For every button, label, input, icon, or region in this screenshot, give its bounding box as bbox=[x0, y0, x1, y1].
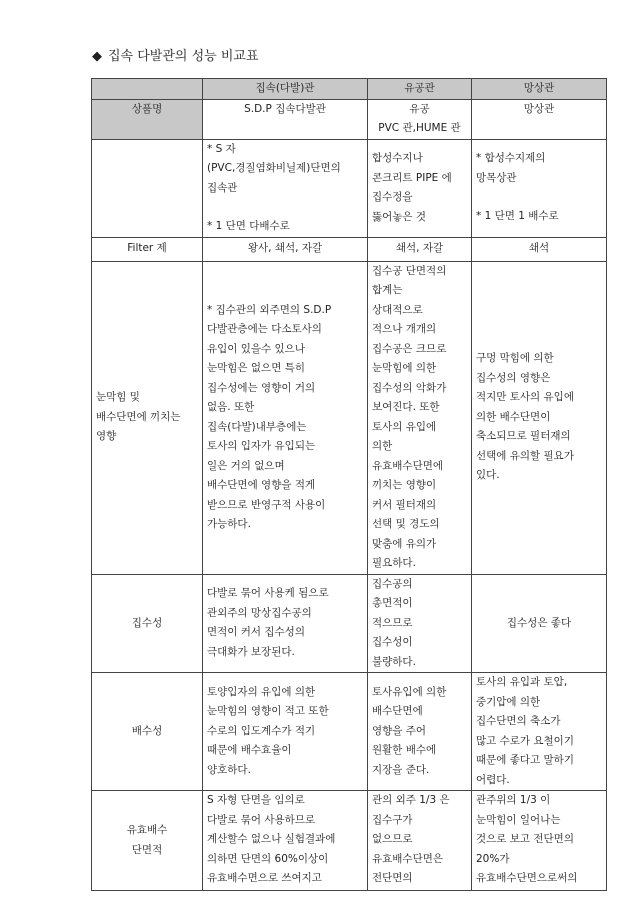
cell-text-line: 배수단면에 영향을 적게 bbox=[207, 479, 316, 491]
row-label: 상품명 bbox=[92, 99, 203, 139]
cell-text-line: 망목상관 bbox=[476, 171, 517, 184]
row-label: 집수성 bbox=[92, 574, 203, 673]
cell-text-line: 관주위의 1/3 이 bbox=[476, 794, 551, 806]
table-row-filter bbox=[92, 237, 607, 261]
cell-text-line: 집속(다발)내부층에는 bbox=[207, 420, 307, 433]
cell-text-line: 토사유입에 의한 bbox=[372, 685, 447, 698]
cell-text-line: 계산할수 없으나 실험결과에 bbox=[207, 833, 336, 845]
cell-text-line: 수로의 입도계수가 적기 bbox=[207, 724, 316, 737]
table-cell bbox=[203, 139, 368, 237]
cell-text-line: 토양입자의 유입에 의한 bbox=[207, 685, 316, 698]
cell-text-line: 불량하다. bbox=[372, 655, 416, 668]
table-cell bbox=[368, 673, 472, 791]
cell-text-line: 의한 bbox=[372, 440, 393, 452]
header-cell bbox=[92, 79, 203, 100]
table-cell bbox=[203, 791, 368, 891]
cell-text-line: PVC 관,HUME 관 bbox=[378, 122, 461, 134]
cell-text-line: 적으므로 bbox=[372, 616, 413, 629]
table-row-effective bbox=[92, 791, 607, 891]
table-cell bbox=[472, 261, 607, 574]
row-label bbox=[92, 139, 203, 237]
cell-text-line: 토사의 입자가 유입되는 bbox=[207, 440, 316, 452]
cell-text-line: 받으므로 반영구적 사용이 bbox=[207, 498, 326, 511]
table-cell bbox=[203, 237, 368, 261]
cell-text-line: 쇄석, 자갈 bbox=[395, 242, 444, 255]
cell-text-line: 관의 외주 1/3 은 bbox=[372, 794, 450, 806]
cell-text-line: 면적이 커서 집수성의 bbox=[207, 626, 305, 639]
table-cell bbox=[472, 673, 607, 791]
table-cell bbox=[472, 237, 607, 261]
cell-text-line: 눈막힘의 영향이 적고 또한 bbox=[207, 705, 329, 718]
table-cell bbox=[203, 673, 368, 791]
cell-text-line: 토사의 유입과 토압, bbox=[476, 676, 568, 688]
cell-text-line: 집수성은 좋다 bbox=[506, 616, 572, 629]
cell-text-line: S.D.P 집속다발관 bbox=[244, 102, 326, 115]
table-cell bbox=[203, 574, 368, 673]
cell-text-line: 집수성의 악화가 bbox=[372, 381, 447, 394]
header-cell: 유공관 bbox=[368, 79, 472, 100]
cell-text-line: 유입이 있을수 있으나 bbox=[207, 342, 305, 355]
cell-text-line: 선택에 유의할 필요가 bbox=[476, 449, 574, 462]
cell-text-line: 눈막힘 및 bbox=[96, 391, 140, 404]
cell-text-line: * 합성수지제의 bbox=[476, 152, 546, 165]
table-cell bbox=[472, 574, 607, 673]
cell-text-line: 유효배수단면에 bbox=[372, 459, 444, 472]
cell-text-line: (PVC,경질염화비닐제)단면의 bbox=[207, 162, 341, 174]
cell-text-line: 원활한 배수에 bbox=[372, 744, 437, 757]
cell-text-line: 총면적이 bbox=[372, 597, 413, 609]
cell-text-line: 상대적으로 bbox=[372, 303, 423, 316]
table-cell bbox=[368, 99, 472, 139]
cell-text-line: 배수단면에 bbox=[372, 705, 423, 718]
table-row-product bbox=[92, 99, 607, 139]
cell-text-line: 집수성이 bbox=[372, 636, 413, 648]
cell-text-line: 쇄석 bbox=[528, 242, 550, 255]
cell-text-line: 적지만 토사의 유입에 bbox=[476, 391, 574, 404]
table-row-clogging bbox=[92, 261, 607, 574]
header-cell: 집속(다발)관 bbox=[203, 79, 368, 100]
cell-text-line: 커서 필터재의 bbox=[372, 498, 437, 511]
cell-text-line: 합계는 bbox=[372, 284, 403, 296]
cell-text-line: * 1 단면 다배수로 bbox=[207, 220, 290, 232]
cell-text-line: 20%가 bbox=[476, 852, 510, 865]
cell-text-line: 필요하다. bbox=[372, 557, 416, 569]
cell-text-line: 왕사, 쇄석, 자갈 bbox=[247, 242, 323, 255]
cell-text-line: 다발관층에는 다소토사의 bbox=[207, 323, 322, 335]
cell-text-line: 망상관 bbox=[523, 102, 555, 115]
table-cell bbox=[472, 139, 607, 237]
cell-text-line: 구멍 막힘에 의한 bbox=[476, 352, 554, 365]
cell-text-line: 축소되므로 필터재의 bbox=[476, 430, 571, 443]
cell-text-line: 눈막힘은 없으면 특히 bbox=[207, 362, 305, 374]
cell-text-line: 뚫어놓은 것 bbox=[372, 210, 427, 223]
table-header-row bbox=[92, 79, 607, 100]
cell-text-line: 때문에 배수효율이 bbox=[207, 744, 292, 757]
cell-text-line: 맞춤에 유의가 bbox=[372, 537, 437, 550]
table-cell bbox=[472, 99, 607, 139]
cell-text-line: 집수공 단면적의 bbox=[372, 264, 447, 277]
cell-text-line: 영향을 주어 bbox=[372, 724, 427, 737]
header-cell: 망상관 bbox=[472, 79, 607, 100]
cell-text-line: 유효배수단면은 bbox=[372, 852, 444, 865]
cell-text-line: 어렵다. bbox=[476, 773, 510, 786]
cell-text-line: 있다. bbox=[476, 469, 500, 482]
cell-text-line: 선택 및 경도의 bbox=[372, 518, 440, 530]
cell-text-line: 없음. 또한 bbox=[207, 401, 255, 413]
cell-text-line: 지장을 준다. bbox=[372, 763, 430, 776]
cell-text-line: 것으로 보고 전단면의 bbox=[476, 833, 574, 845]
cell-text-line: 유효배수단면으로써의 bbox=[476, 872, 578, 884]
table-row-collect bbox=[92, 574, 607, 673]
cell-text-line: 눈막힘이 일어나는 bbox=[476, 813, 561, 826]
cell-text-line: 유공 bbox=[409, 102, 430, 115]
cell-text-line: 눈막힘에 의한 bbox=[372, 362, 437, 374]
cell-text-line: 관외주의 망상집수공의 bbox=[207, 606, 312, 619]
cell-text-line: S 자형 단면을 임의로 bbox=[207, 794, 305, 806]
cell-text-line: 유효배수면으로 쓰여지고 bbox=[207, 872, 322, 884]
cell-text-line: 단면적 bbox=[131, 843, 163, 856]
cell-text-line: 배수단면에 끼치는 bbox=[96, 410, 181, 423]
page-title bbox=[92, 45, 259, 64]
cell-text-line: 집수정을 bbox=[372, 191, 413, 203]
cell-text-line: 다발로 묶어 사용케 됨으로 bbox=[207, 587, 329, 600]
cell-text-line: 전단면의 bbox=[372, 872, 413, 884]
cell-text-line: * 집수관의 외주면의 S.D.P bbox=[207, 303, 332, 316]
row-label: 배수성 bbox=[92, 673, 203, 791]
cell-text-line: 극대화가 보장된다. bbox=[207, 645, 295, 658]
cell-text-line: 적으나 개개의 bbox=[372, 323, 437, 335]
row-label bbox=[92, 261, 203, 574]
table-row-drain bbox=[92, 673, 607, 791]
cell-text-line: 집속관 bbox=[207, 181, 238, 194]
table-cell bbox=[368, 139, 472, 237]
cell-text-line: 집수단면의 축소가 bbox=[476, 715, 561, 727]
table-cell bbox=[368, 261, 472, 574]
row-label bbox=[92, 791, 203, 891]
table-cell bbox=[203, 261, 368, 574]
cell-text-line: 집수성의 영향은 bbox=[476, 371, 551, 384]
table-cell bbox=[203, 99, 368, 139]
cell-text-line: * 1 단면 1 배수로 bbox=[476, 210, 559, 223]
table-cell bbox=[368, 791, 472, 891]
cell-text-line bbox=[207, 198, 363, 217]
cell-text-line: 의한 배수단면이 bbox=[476, 410, 551, 423]
table-row-type bbox=[92, 139, 607, 237]
cell-text-line: 의하면 단면의 60%이상이 bbox=[207, 852, 329, 865]
cell-text-line: 때문에 좋다고 말하기 bbox=[476, 754, 574, 766]
cell-text-line: * S 자 bbox=[207, 142, 236, 155]
title-text: 집속 다발관의 성능 비교표 bbox=[108, 49, 259, 64]
cell-text-line: 끼치는 영향이 bbox=[372, 479, 437, 491]
cell-text-line: 가능하다. bbox=[207, 518, 251, 530]
cell-text-line: 영향 bbox=[96, 430, 117, 443]
cell-text-line: 일은 거의 없으며 bbox=[207, 459, 285, 472]
cell-text-line: 콘크리트 PIPE 에 bbox=[372, 171, 452, 184]
cell-text-line: 중기압에 의한 bbox=[476, 695, 541, 708]
cell-text-line: 집수구가 bbox=[372, 813, 413, 826]
table-cell bbox=[472, 791, 607, 891]
cell-text-line bbox=[476, 188, 602, 207]
cell-text-line: 집수공은 크므로 bbox=[372, 342, 447, 355]
cell-text-line: 집수성에는 영향이 거의 bbox=[207, 381, 316, 394]
diamond-bullet-icon: ◆ bbox=[92, 49, 102, 64]
row-label: Filter 제 bbox=[92, 237, 203, 261]
cell-text-line: 보여진다. 또한 bbox=[372, 401, 440, 413]
cell-text-line: 없으므로 bbox=[372, 833, 413, 845]
cell-text-line: 집수공의 bbox=[372, 577, 413, 590]
cell-text-line: 양호하다. bbox=[207, 763, 251, 776]
cell-text-line: 많고 수로가 요철이기 bbox=[476, 734, 574, 747]
table-cell bbox=[368, 237, 472, 261]
cell-text-line: 다발로 묶어 사용하므로 bbox=[207, 813, 316, 826]
cell-text-line: 유효배수 bbox=[126, 824, 168, 836]
table-cell bbox=[368, 574, 472, 673]
cell-text-line: 토사의 유입에 bbox=[372, 420, 437, 433]
comparison-table bbox=[91, 78, 607, 891]
cell-text-line: 합성수지나 bbox=[372, 152, 423, 164]
